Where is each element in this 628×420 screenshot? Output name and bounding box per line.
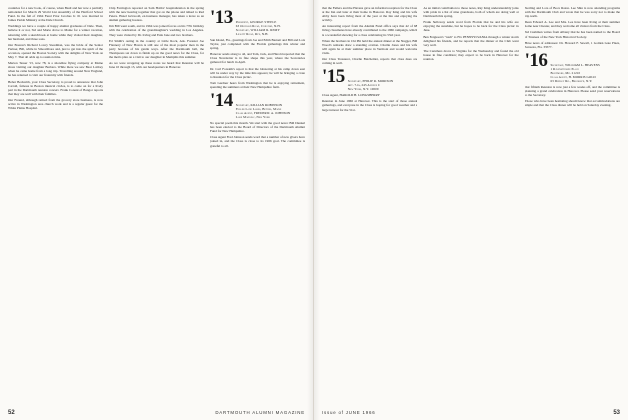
officer-line: Class Agent, FREDERIC A. JOHNSON xyxy=(235,111,291,116)
officer-line: Secretary, KILLIAN ROBINSON xyxy=(235,103,283,108)
paragraph: Weddings we have a couple of happy alumni graduates of Dale. Then, believe it or not, Sid and Marie drove to Maine for a winter vacation, returning with a sketchbook at home while they visited their daughter, her husband, and three sons. xyxy=(8,24,103,41)
publication-name: DARTMOUTH ALUMNI MAGAZINE xyxy=(215,410,305,415)
left-column-1 xyxy=(8,6,103,402)
class-heading-1914 xyxy=(210,92,305,119)
paragraph: Chip Farrington reported on Sam Hobbs' hospitalization in the spring with the new hearing together that got on the phone and talked to Red Peters. Hazel Griswold, ex-business manager, has taken a leave as an alumni gathering hostess. xyxy=(109,6,204,23)
left-page-footer xyxy=(8,410,305,416)
class-year: '13 xyxy=(210,7,233,28)
paragraph: Have news of addresses: Dr. Howard F. Sewall, 1 Golden Gate Plaza, Sarasota, Fla. 33577. xyxy=(524,40,620,49)
class-year: '16 xyxy=(524,49,548,71)
paragraph: Dean Edward A. Lee and Mrs. Lee have been living at their summer home near Chester, and they welcome all visitors from the Class. xyxy=(524,20,620,29)
paragraph: Ed Smith's outing in the country at Little Rock, Ark. Forester Joe Flannery of New Haven is still one of the most popular men in the party because of his gentle ways. After the Dartmouth ball, the Thompsons sat down to finish up on the good news for the Class, for the men's plan on a visit to our daughter in Memphis this summer. xyxy=(109,38,204,60)
paragraph: When the brothers in Chi Phi held the annual dinner at the Nugget, Bill Wood's remarks drew a standing ovation. Charlie Jones and his wife will again be at their summer place in Vermont and would welcome visits. xyxy=(322,38,418,55)
right-page xyxy=(314,0,628,420)
paragraph: Sun Island, Fla., greetings from Joe and Edith Barnett and Bill and Lois Taylor, just completed with the Florida gatherings this winter and spring. xyxy=(210,38,305,51)
left-page-columns xyxy=(8,6,305,402)
right-column-2 xyxy=(423,6,518,402)
paragraph: An interesting report from the Alumni Fund office says that 42 of 68 living classmates have already contributed to the 1966 campaign, which is a wonderful showing for a class celebrating its 53rd year. xyxy=(322,24,418,37)
right-page-footer xyxy=(322,410,620,416)
paragraph: No special poem this month. We start with the good news: Bill Dunkel has been elected to the Board of Directors of the Dartmouth Alumni Fund for New Hampshire. xyxy=(210,121,305,134)
paragraph: Class Agent Fred Johnson sends word that a number of new givers have joined in, and the Class is close to its 1966 goal. The committee is grateful to all. xyxy=(210,135,305,148)
gutter-shadow xyxy=(307,0,313,420)
officer-line: Baltimore, Md. 21210 xyxy=(550,70,581,75)
officer-line: Lake Mahopac, New York xyxy=(235,115,270,120)
paragraph: Sterling and Lora of Boca Raton. Lee Shin is now attending programs with the Dartmouth Club and wrote that he was sorry not to make the trip north. xyxy=(524,6,620,19)
paragraph: As we were wrapping up these notes we heard that Reunion will be June 10 through 13, with our headquarters in Hanover. xyxy=(109,61,204,70)
officer-line: Secretary, PHILIP R. MORISON xyxy=(347,79,394,84)
class-officers xyxy=(236,20,281,36)
officer-line: President, GEORGE STEELE xyxy=(235,20,277,24)
class-heading-1913 xyxy=(210,9,305,36)
issue-label: Issue of JUNE 1966 xyxy=(322,410,376,415)
paragraph: Ben Ferguson's "rush" to Fix PENNSYLVANIA through a winter storm delighted his friends, and he reports that the dinner at the Club went very well. xyxy=(423,34,519,47)
page-number: 52 xyxy=(8,410,15,416)
paragraph: Frank Sulloway sends word from Florida that he and his wife are enjoying the sunshine, but he hopes to be back for the Class picnic in June. xyxy=(423,20,519,33)
officer-line: Apt. 7-G, 245 Avenue C xyxy=(347,83,381,88)
paragraph: Reunion in June 1966 at Hanover. This is the start of those annual gatherings, and everyone in the Class is hoping for good weather and a large turnout for the 51st. xyxy=(322,99,418,112)
class-year: '15 xyxy=(322,66,345,88)
paragraph: Our fiftieth Reunion is now just a few weeks off, and the committee is planning a grand celebration in Hanover. Please send your reservations to the Secretary. xyxy=(524,84,620,98)
officer-line: Secretary, WILLIAM R. REMY xyxy=(235,28,280,32)
paragraph: Tom Gardner hears from Washington that he is enjoying retirement, spending the summers at their New Hampshire farm. xyxy=(210,80,305,89)
paragraph: countries for a new book, of course, when Basil and her now a partially remodeled for March 29 World List Assembly of the Hartford School Fund. In the fall of 1964 Fund Prior Jacobus Jr. 61 was married in James Parish Ministry at the Dale Church. xyxy=(8,6,103,23)
left-column-3 xyxy=(210,6,305,402)
class-heading-1916 xyxy=(524,49,620,83)
paragraph: Marion Tesser '13, now 78, is a shoreline flying company at Maine shore visiting our daughter Barbara. While there we saw Bear Lobbey when he came home from a long trip. Travelling around New England, he has returned to visit our fraternity with friends. xyxy=(8,61,103,78)
paragraph: Sid Cushman writes from Albany that he has been named to the Board of Trustees of the New York Historical Society. xyxy=(524,30,620,39)
paragraph: Jim Bill went south, and in 1964 was joined forces on his 77th birthday with the celebration of the granddaughter's wedding in Los Angeles. They were visited by Dr. Irving and Eula Jane and two brothers. xyxy=(109,24,204,37)
class-officers xyxy=(550,63,599,83)
right-column-3 xyxy=(525,6,620,402)
paragraph: Those who have been hesitating should know that accommodations are ample and that the Class dinner will be held on Saturday evening. xyxy=(524,99,620,108)
paragraph: Dr. Carl Forsaith's report is that the lobstering at his camp down east will be under way by the time this appears; he will be bringing a crate to Reunion for the Class picnic. xyxy=(210,66,305,79)
paragraph: that the Fullers and the Havens gave an informal reception for the Class at the Inn and later at their home in Hanover. Ray King and his wife Abby have been living most of the year at the Inn and enjoying the activity. xyxy=(322,6,418,23)
right-page-columns xyxy=(322,6,620,402)
officer-line: Fuller Lane Lakes, Bethel, Maine xyxy=(235,107,282,112)
paragraph: As an initial contribution to those notes, Ray King understandably joins with pride in a list of nine grandsons, both of whom are doing well at Dartmouth this spring. xyxy=(423,6,519,19)
left-column-2 xyxy=(109,6,204,402)
officer-line: New York, N.Y. 10009 xyxy=(347,87,379,92)
page-number: 53 xyxy=(613,410,620,416)
officer-line: 63 Orchard Road, Concord, N.H. xyxy=(235,24,281,28)
officer-line: 63 Dudley Rd., Brooklyn, N.Y. xyxy=(550,78,593,83)
paragraph: Heber Beckwith, your Class Secretary, is proud to announce that John Carroll, famous in Boston musical circles, is to come on for a lively part in the Dartmouth reunion concert. Frank Conant of Bangor reports that they are well with their families. xyxy=(8,79,103,96)
paragraph: Class Agent, HAROLD H. LONGSBERRY xyxy=(322,93,380,98)
officer-line: Leavitt Road, Rye, N.H. xyxy=(235,32,269,36)
paragraph: The Caruthers drove to Virginia for the Wednesday and found the old house in fine condition; they expect to be back in Hanover for the reunion. xyxy=(423,48,519,62)
paragraph: Our Boston's Richard Lowry Steadman, was the bride of the Senior Partner, Bill, while in Smoothbore and, just to get into the spirit of the occasion, opened the Boston Society with the delights of New York on May 7. That all adds up to reunion time. xyxy=(8,42,103,60)
class-officers xyxy=(348,79,393,91)
officer-line: 1 Ravensthorpe Place xyxy=(550,66,579,71)
officer-line: Class Agent, H. MORRIS GOLD xyxy=(550,74,596,79)
class-heading-1915 xyxy=(322,68,417,91)
paragraph: Our Freund, although retired from the grocery store business, is now active in Washington area church work and is a regular guest for the White Plains Hospital. xyxy=(8,97,103,111)
class-year: '14 xyxy=(210,90,233,112)
officer-line: Secretary, WILLIAM L. HEAVENS xyxy=(550,62,600,67)
class-officers xyxy=(236,103,291,119)
right-column-1 xyxy=(322,6,417,402)
gutter-shadow xyxy=(314,0,320,420)
paragraph: Hanover sends along to all, and Tom, Jack, and Harold reported that the Class Newsletter is in fine shape this year, where the Secretaries gathered for lunch in April. xyxy=(210,52,305,65)
paragraph: Our Class Treasurer, Charlie Batchelder, reports that class dues are coming in well. xyxy=(322,57,418,66)
